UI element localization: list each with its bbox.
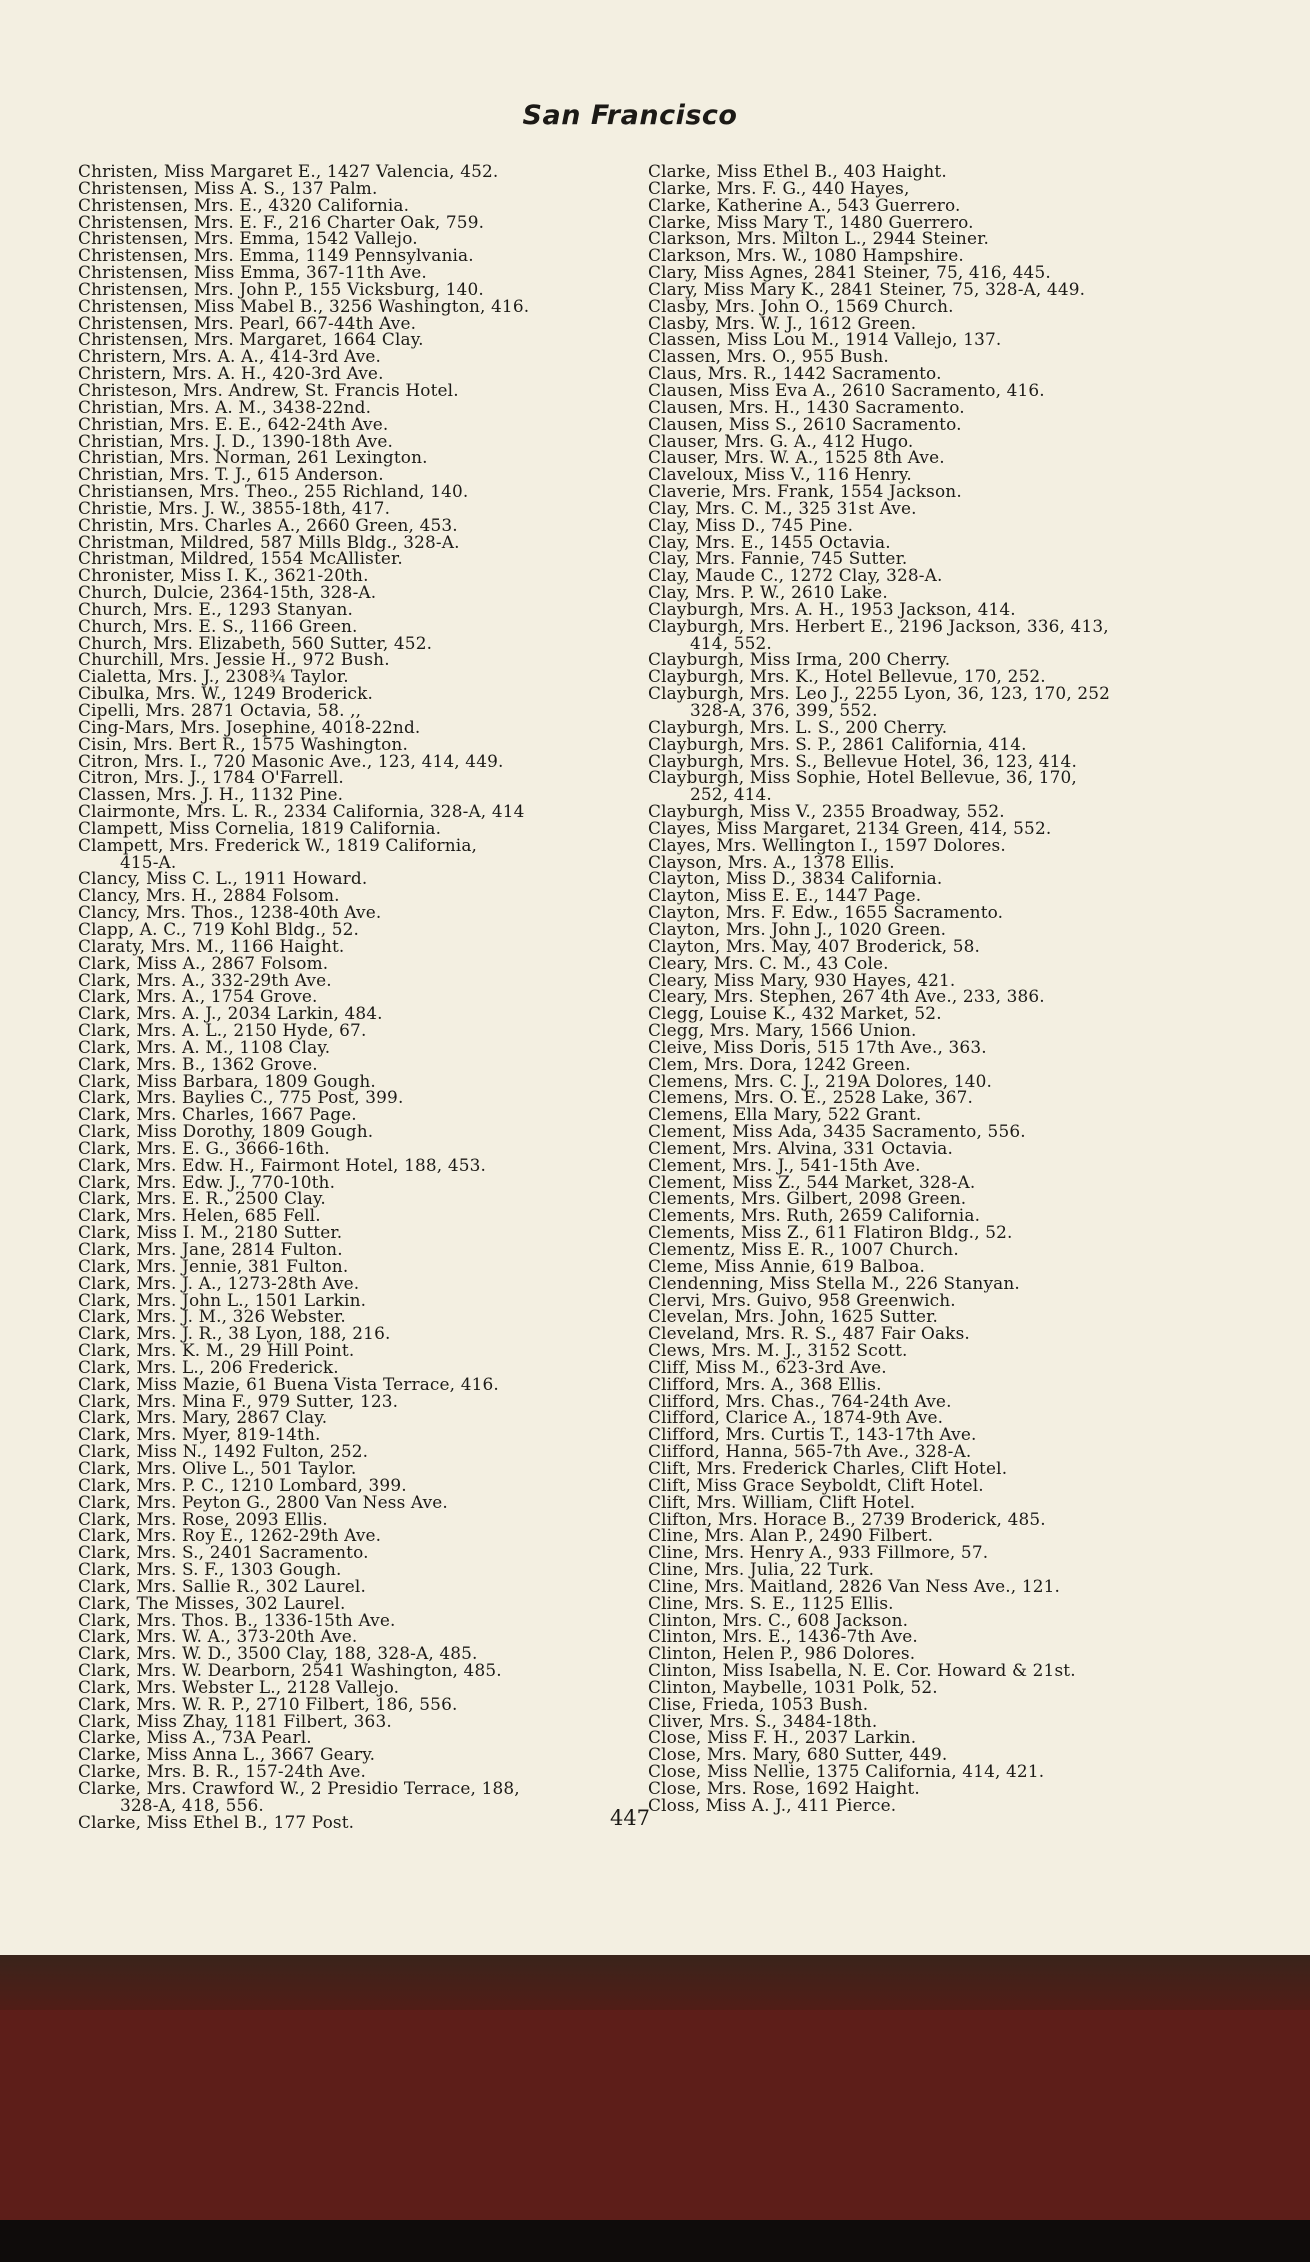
directory-entry: Clayton, Miss E. E., 1447 Page. xyxy=(648,885,922,906)
directory-entry: Cleive, Miss Doris, 515 17th Ave., 363. xyxy=(648,1036,987,1057)
directory-entry: Clinton, Mrs. E., 1436-7th Ave. xyxy=(648,1626,918,1647)
directory-entry: Clark, Miss Barbara, 1809 Gough. xyxy=(78,1070,376,1091)
directory-entry: Close, Mrs. Rose, 1692 Haight. xyxy=(648,1778,920,1798)
directory-entry: Clark, Mrs. W. D., 3500 Clay, 188, 328-A, 485. xyxy=(78,1643,478,1664)
directory-entry: Clay, Mrs. C. M., 325 31st Ave. xyxy=(648,497,917,518)
directory-entry: Clark, Mrs. J. A., 1273-28th Ave. xyxy=(78,1272,360,1293)
directory-entry: Christman, Mildred, 1554 McAllister. xyxy=(78,548,403,569)
directory-entry: Clark, Mrs. Baylies C., 775 Post, 399. xyxy=(78,1087,404,1108)
directory-entry: Clarke, Miss Ethel B., 403 Haight. xyxy=(648,161,947,181)
directory-entry: Cline, Mrs. Julia, 22 Turk. xyxy=(648,1559,875,1580)
directory-entry: Clarke, Katherine A., 543 Guerrero. xyxy=(648,194,961,215)
directory-entry: Clarke, Mrs. F. G., 440 Hayes, xyxy=(648,177,910,198)
directory-entry: Clark, Mrs. Thos. B., 1336-15th Ave. xyxy=(78,1609,396,1630)
directory-entry: Christian, Mrs. J. D., 1390-18th Ave. xyxy=(78,430,394,451)
directory-entry: Christin, Mrs. Charles A., 2660 Green, 453. xyxy=(78,514,458,535)
directory-entry: Clement, Mrs. Alvina, 331 Octavia. xyxy=(648,1137,953,1158)
directory-entry: Christman, Mildred, 587 Mills Bldg., 328-A. xyxy=(78,531,460,552)
directory-entry: Clark, Mrs. Roy E., 1262-29th Ave. xyxy=(78,1525,382,1546)
directory-entry: Cleveland, Mrs. R. S., 487 Fair Oaks. xyxy=(648,1323,970,1344)
directory-entry: Clampett, Miss Cornelia, 1819 California. xyxy=(78,817,442,838)
directory-entry: Clark, Mrs. L., 206 Frederick. xyxy=(78,1356,339,1377)
directory-entry: Clarke, Mrs. B. R., 157-24th Ave. xyxy=(78,1761,367,1782)
directory-entry: Claus, Mrs. R., 1442 Sacramento. xyxy=(648,363,942,384)
directory-entry: Church, Mrs. Elizabeth, 560 Sutter, 452. xyxy=(78,632,433,653)
directory-entry: Christian, Mrs. E. E., 642-24th Ave. xyxy=(78,413,389,434)
directory-entry: Clark, Mrs. A. J., 2034 Larkin, 484. xyxy=(78,1003,383,1024)
directory-entry: Clemens, Mrs. C. J., 219A Dolores, 140. xyxy=(648,1070,993,1091)
directory-entry: Clark, Mrs. W. R. P., 2710 Filbert, 186, 556. xyxy=(78,1693,458,1714)
directory-entry: Clarke, Miss Anna L., 3667 Geary. xyxy=(78,1744,376,1765)
directory-entry: Clise, Frieda, 1053 Bush. xyxy=(648,1693,869,1714)
directory-entry: Cleary, Mrs. Stephen, 267 4th Ave., 233, 386. xyxy=(648,986,1045,1007)
directory-entry: Clement, Miss Ada, 3435 Sacramento, 556. xyxy=(648,1121,1026,1142)
directory-entry: Clervi, Mrs. Guivo, 958 Greenwich. xyxy=(648,1289,956,1310)
directory-entry: Clark, Mrs. S. F., 1303 Gough. xyxy=(78,1559,342,1580)
directory-entry: Clark, Mrs. A., 1754 Grove. xyxy=(78,986,318,1007)
directory-entry: Clarke, Miss Mary T., 1480 Guerrero. xyxy=(648,211,974,232)
directory-entry: Clinton, Maybelle, 1031 Polk, 52. xyxy=(648,1676,938,1697)
directory-entry: Clancy, Mrs. Thos., 1238-40th Ave. xyxy=(78,902,382,923)
scan-border xyxy=(0,2220,1310,2262)
directory-entry: Clayes, Miss Margaret, 2134 Green, 414, 552. xyxy=(648,817,1052,838)
directory-entry: Clift, Mrs. William, Clift Hotel. xyxy=(648,1491,916,1512)
directory-entry: Christian, Mrs. Norman, 261 Lexington. xyxy=(78,447,428,468)
directory-entry: Classen, Miss Lou M., 1914 Vallejo, 137. xyxy=(648,329,1002,350)
directory-entry: Cleary, Mrs. C. M., 43 Cole. xyxy=(648,952,889,973)
directory-entry: Clark, The Misses, 302 Laurel. xyxy=(78,1592,346,1613)
directory-entry: Clark, Mrs. J. M., 326 Webster. xyxy=(78,1306,346,1327)
page-number: 447 xyxy=(609,1806,651,1830)
directory-entry: Clark, Mrs. Olive L., 501 Taylor. xyxy=(78,1457,357,1478)
directory-entry: Christensen, Miss Mabel B., 3256 Washington, 416. xyxy=(78,295,530,316)
directory-entry: Christian, Mrs. A. M., 3438-22nd. xyxy=(78,396,372,417)
directory-entry: Clark, Mrs. Webster L., 2128 Vallejo. xyxy=(78,1676,400,1697)
directory-entry: Christensen, Mrs. Margaret, 1664 Clay. xyxy=(78,329,424,350)
directory-entry: Clark, Mrs. K. M., 29 Hill Point. xyxy=(78,1340,355,1361)
directory-entry: Citron, Mrs. I., 720 Masonic Ave., 123, 414, 449. xyxy=(78,750,504,771)
directory-entry: Clark, Mrs. Sallie R., 302 Laurel. xyxy=(78,1575,366,1596)
directory-entry: Clark, Miss N., 1492 Fulton, 252. xyxy=(78,1441,369,1462)
directory-entry: Cibulka, Mrs. W., 1249 Broderick. xyxy=(78,683,374,704)
directory-entry: Christensen, Mrs. John P., 155 Vicksburg, 140. xyxy=(78,278,484,299)
directory-entry: Clayburgh, Mrs. Leo J., 2255 Lyon, 36, 123, 170, 252 xyxy=(648,683,1111,704)
directory-entry: Close, Miss F. H., 2037 Larkin. xyxy=(648,1727,917,1748)
directory-entry: Clairmonte, Mrs. L. R., 2334 California, 328-A, 414 xyxy=(78,801,525,822)
directory-entry: Clark, Mrs. John L., 1501 Larkin. xyxy=(78,1289,367,1310)
directory-entry: Clampett, Mrs. Frederick W., 1819 California, xyxy=(78,834,478,855)
directory-entry: Clegg, Mrs. Mary, 1566 Union. xyxy=(648,1020,917,1041)
directory-entry: Clevelan, Mrs. John, 1625 Sutter. xyxy=(648,1306,939,1327)
directory-entry: Clay, Miss D., 745 Pine. xyxy=(648,514,854,535)
directory-entry: Cline, Mrs. S. E., 1125 Ellis. xyxy=(648,1592,894,1613)
directory-entry: Clark, Miss A., 2867 Folsom. xyxy=(78,952,329,973)
directory-entry: Clayburgh, Mrs. A. H., 1953 Jackson, 414. xyxy=(648,598,1016,619)
directory-entry: Clinton, Mrs. C., 608 Jackson. xyxy=(648,1609,909,1630)
directory-entry: Christern, Mrs. A. H., 420-3rd Ave. xyxy=(78,363,384,384)
directory-entry: Clayes, Mrs. Wellington I., 1597 Dolores. xyxy=(648,834,1006,855)
directory-entry: Clement, Miss Z., 544 Market, 328-A. xyxy=(648,1171,976,1192)
directory-entry: Clasby, Mrs. W. J., 1612 Green. xyxy=(648,312,917,333)
directory-entry: Christensen, Mrs. Pearl, 667-44th Ave. xyxy=(78,312,417,333)
directory-entry: Clayburgh, Mrs. L. S., 200 Cherry. xyxy=(648,716,948,737)
directory-entry: Clifford, Mrs. Chas., 764-24th Ave. xyxy=(648,1390,952,1411)
directory-entry: Clayburgh, Mrs. S. P., 2861 California, 414. xyxy=(648,733,1027,754)
directory-entry: Clayburgh, Miss Irma, 200 Cherry. xyxy=(648,649,951,670)
directory-entry: Clift, Miss Grace Seyboldt, Clift Hotel. xyxy=(648,1474,984,1495)
directory-entry: Clary, Miss Agnes, 2841 Steiner, 75, 416, 445. xyxy=(648,262,1051,283)
directory-entry: Clarkson, Mrs. Milton L., 2944 Steiner. xyxy=(648,228,989,249)
directory-entry: Clark, Mrs. Rose, 2093 Ellis. xyxy=(78,1508,328,1529)
directory-entry: Clifton, Mrs. Horace B., 2739 Broderick, 485. xyxy=(648,1508,1046,1529)
directory-entry: Christensen, Mrs. Emma, 1149 Pennsylvania. xyxy=(78,245,474,266)
directory-entry: Christensen, Miss Emma, 367-11th Ave. xyxy=(78,262,427,283)
directory-entry: Clarke, Miss A., 73A Pearl. xyxy=(78,1727,312,1748)
directory-entry: 328-A, 376, 399, 552. xyxy=(690,700,878,720)
directory-entry: 414, 552. xyxy=(690,632,772,653)
directory-entry: Clancy, Mrs. H., 2884 Folsom. xyxy=(78,885,340,906)
directory-entry: Closs, Miss A. J., 411 Pierce. xyxy=(648,1794,897,1815)
directory-entry: Clegg, Louise K., 432 Market, 52. xyxy=(648,1003,942,1024)
directory-entry: Clasby, Mrs. John O., 1569 Church. xyxy=(648,295,954,316)
directory-entry: Clark, Mrs. J. R., 38 Lyon, 188, 216. xyxy=(78,1323,391,1344)
directory-entry: Clay, Maude C., 1272 Clay, 328-A. xyxy=(648,565,943,586)
directory-entry: Classen, Mrs. J. H., 1132 Pine. xyxy=(78,784,344,805)
directory-entry: Clements, Miss Z., 611 Flatiron Bldg., 52. xyxy=(648,1222,1013,1243)
directory-entry: Clinton, Helen P., 986 Dolores. xyxy=(648,1643,916,1664)
directory-entry: Clark, Mrs. Jennie, 381 Fulton. xyxy=(78,1255,349,1276)
directory-entry: Clauser, Mrs. W. A., 1525 8th Ave. xyxy=(648,447,945,468)
directory-entry: Church, Mrs. E. S., 1166 Green. xyxy=(78,615,358,636)
directory-entry: Clark, Mrs. E. R., 2500 Clay. xyxy=(78,1188,326,1209)
directory-entry: 252, 414. xyxy=(690,784,772,805)
directory-entry: Christern, Mrs. A. A., 414-3rd Ave. xyxy=(78,346,382,367)
directory-entry: Clark, Mrs. Edw. J., 770-10th. xyxy=(78,1171,336,1192)
directory-entry: Clark, Mrs. Mary, 2867 Clay. xyxy=(78,1407,328,1428)
right-column xyxy=(648,163,1243,1814)
directory-entry: Classen, Mrs. O., 955 Bush. xyxy=(648,346,889,367)
directory-entry: Church, Mrs. E., 1293 Stanyan. xyxy=(78,598,354,619)
directory-entry: Clark, Mrs. Charles, 1667 Page. xyxy=(78,1104,357,1125)
directory-entry: Clark, Mrs. W. Dearborn, 2541 Washington, 485. xyxy=(78,1660,502,1681)
directory-entry: Clark, Mrs. W. A., 373-20th Ave. xyxy=(78,1626,358,1647)
directory-entry: Clayson, Mrs. A., 1378 Ellis. xyxy=(648,851,895,872)
directory-entry: Clemens, Mrs. O. E., 2528 Lake, 367. xyxy=(648,1087,974,1108)
directory-entry: Close, Miss Nellie, 1375 California, 414, 421. xyxy=(648,1761,1045,1782)
directory-entry: Cisin, Mrs. Bert R., 1575 Washington. xyxy=(78,733,408,754)
directory-entry: Clifford, Hanna, 565-7th Ave., 328-A. xyxy=(648,1441,972,1462)
directory-entry: Churchill, Mrs. Jessie H., 972 Bush. xyxy=(78,649,390,670)
directory-entry: Clinton, Miss Isabella, N. E. Cor. Howard & 21st. xyxy=(648,1660,1076,1681)
directory-entry: Clark, Mrs. A. M., 1108 Clay. xyxy=(78,1036,331,1057)
directory-entry: Christie, Mrs. J. W., 3855-18th, 417. xyxy=(78,497,391,518)
directory-entry: Clarke, Mrs. Crawford W., 2 Presidio Terrace, 188, xyxy=(78,1778,520,1798)
directory-entry: Clayton, Mrs. May, 407 Broderick, 58. xyxy=(648,935,981,956)
page-title: San Francisco xyxy=(522,100,738,131)
directory-entry: Clark, Mrs. Myer, 819-14th. xyxy=(78,1424,321,1445)
directory-entry: Clay, Mrs. P. W., 2610 Lake. xyxy=(648,582,888,603)
directory-entry: Cipelli, Mrs. 2871 Octavia, 58. ,, xyxy=(78,700,362,720)
directory-entry: Cline, Mrs. Maitland, 2826 Van Ness Ave., 121. xyxy=(648,1575,1061,1596)
directory-entry: Christensen, Mrs. E., 4320 California. xyxy=(78,194,410,215)
book-cover xyxy=(0,2010,1310,2220)
directory-entry: Cialetta, Mrs. J., 2308¾ Taylor. xyxy=(78,666,349,687)
directory-entry: Clay, Mrs. E., 1455 Octavia. xyxy=(648,531,891,552)
directory-entry: Clancy, Miss C. L., 1911 Howard. xyxy=(78,868,368,889)
directory-entry: Clifford, Mrs. Curtis T., 143-17th Ave. xyxy=(648,1424,977,1445)
directory-entry: Citron, Mrs. J., 1784 O'Farrell. xyxy=(78,767,344,788)
directory-entry: Clay, Mrs. Fannie, 745 Sutter. xyxy=(648,548,908,569)
directory-entry: Clements, Mrs. Ruth, 2659 California. xyxy=(648,1205,981,1226)
directory-entry: Clark, Mrs. P. C., 1210 Lombard, 399. xyxy=(78,1474,407,1495)
directory-entry: Clark, Mrs. Jane, 2814 Fulton. xyxy=(78,1239,343,1259)
directory-entry: Christensen, Miss A. S., 137 Palm. xyxy=(78,177,378,198)
directory-entry: Clark, Mrs. A., 332-29th Ave. xyxy=(78,969,332,990)
directory-entry: Clausen, Mrs. H., 1430 Sacramento. xyxy=(648,396,965,417)
directory-entry: Clews, Mrs. M. J., 3152 Scott. xyxy=(648,1340,908,1361)
directory-entry: Clark, Miss Mazie, 61 Buena Vista Terrace, 416. xyxy=(78,1373,499,1394)
directory-entry: 415-A. xyxy=(120,851,177,872)
binding-edge xyxy=(0,1955,1310,2015)
directory-entry: Christensen, Mrs. Emma, 1542 Vallejo. xyxy=(78,228,418,249)
directory-entry: Clark, Mrs. S., 2401 Sacramento. xyxy=(78,1542,369,1563)
directory-entry: Clark, Miss I. M., 2180 Sutter. xyxy=(78,1222,343,1243)
directory-entry: Clark, Mrs. A. L., 2150 Hyde, 67. xyxy=(78,1020,367,1041)
directory-entry: Clark, Mrs. E. G., 3666-16th. xyxy=(78,1137,330,1158)
directory-entry: Clemens, Ella Mary, 522 Grant. xyxy=(648,1104,922,1125)
directory-entry: Clayburgh, Mrs. Herbert E., 2196 Jackson, 336, 413, xyxy=(648,615,1109,636)
directory-entry: Claraty, Mrs. M., 1166 Haight. xyxy=(78,935,345,956)
directory-entry: Cliver, Mrs. S., 3484-18th. xyxy=(648,1710,878,1731)
directory-entry: Christeson, Mrs. Andrew, St. Francis Hotel. xyxy=(78,379,459,400)
directory-entry: Clifford, Mrs. A., 368 Ellis. xyxy=(648,1373,882,1394)
directory-entry: Cleary, Miss Mary, 930 Hayes, 421. xyxy=(648,969,956,990)
directory-entry: Clausen, Miss S., 2610 Sacramento. xyxy=(648,413,962,434)
directory-entry: Clark, Mrs. Helen, 685 Fell. xyxy=(78,1205,321,1226)
directory-entry: Chronister, Miss I. K., 3621-20th. xyxy=(78,565,369,586)
left-column xyxy=(78,163,638,1831)
directory-entry: Clayburgh, Mrs. S., Bellevue Hotel, 36, 123, 414. xyxy=(648,750,1077,771)
directory-entry: Cing-Mars, Mrs. Josephine, 4018-22nd. xyxy=(78,716,421,737)
directory-entry: Clayburgh, Mrs. K., Hotel Bellevue, 170, 252. xyxy=(648,666,1046,687)
directory-entry: Cliff, Miss M., 623-3rd Ave. xyxy=(648,1356,887,1377)
directory-entry: Christen, Miss Margaret E., 1427 Valencia, 452. xyxy=(78,161,499,181)
directory-entry: Clarkson, Mrs. W., 1080 Hampshire. xyxy=(648,245,964,266)
directory-entry: Clark, Mrs. B., 1362 Grove. xyxy=(78,1053,318,1074)
directory-entry: Cline, Mrs. Alan P., 2490 Filbert. xyxy=(648,1525,934,1546)
directory-entry: Clary, Miss Mary K., 2841 Steiner, 75, 328-A, 449. xyxy=(648,278,1086,299)
directory-entry: Clendenning, Miss Stella M., 226 Stanyan. xyxy=(648,1272,1020,1293)
directory-entry: Cline, Mrs. Henry A., 933 Fillmore, 57. xyxy=(648,1542,989,1563)
directory-entry: Clausen, Miss Eva A., 2610 Sacramento, 416. xyxy=(648,379,1045,400)
directory-entry: Clayburgh, Miss V., 2355 Broadway, 552. xyxy=(648,801,1005,822)
directory-entry: Clayton, Mrs. John J., 1020 Green. xyxy=(648,918,947,939)
directory-entry: Cleme, Miss Annie, 619 Balboa. xyxy=(648,1255,925,1276)
directory-entry: Clark, Miss Dorothy, 1809 Gough. xyxy=(78,1121,374,1142)
directory-entry: Clayburgh, Miss Sophie, Hotel Bellevue, 36, 170, xyxy=(648,767,1077,788)
directory-entry: Clark, Mrs. Peyton G., 2800 Van Ness Ave. xyxy=(78,1491,448,1512)
directory-entry: Clayton, Miss D., 3834 California. xyxy=(648,868,943,889)
directory-entry: 328-A, 418, 556. xyxy=(120,1794,264,1815)
directory-entry: Clauser, Mrs. G. A., 412 Hugo. xyxy=(648,430,914,451)
directory-entry: Christian, Mrs. T. J., 615 Anderson. xyxy=(78,464,384,485)
directory-entry: Clarke, Miss Ethel B., 177 Post. xyxy=(78,1811,355,1832)
directory-entry: Clayton, Mrs. F. Edw., 1655 Sacramento. xyxy=(648,902,1004,923)
directory-entry: Clem, Mrs. Dora, 1242 Green. xyxy=(648,1053,911,1074)
directory-entry: Clark, Mrs. Edw. H., Fairmont Hotel, 188, 453. xyxy=(78,1154,487,1175)
directory-entry: Christiansen, Mrs. Theo., 255 Richland, 140. xyxy=(78,481,469,502)
directory-entry: Clementz, Miss E. R., 1007 Church. xyxy=(648,1239,959,1259)
directory-entry: Claveloux, Miss V., 116 Henry. xyxy=(648,464,912,485)
directory-entry: Clements, Mrs. Gilbert, 2098 Green. xyxy=(648,1188,967,1209)
directory-entry: Clark, Mrs. Mina F., 979 Sutter, 123. xyxy=(78,1390,399,1411)
directory-entry: Clifford, Clarice A., 1874-9th Ave. xyxy=(648,1407,944,1428)
directory-entry: Clapp, A. C., 719 Kohl Bldg., 52. xyxy=(78,918,360,939)
directory-entry: Clement, Mrs. J., 541-15th Ave. xyxy=(648,1154,921,1175)
directory-entry: Clift, Mrs. Frederick Charles, Clift Hotel. xyxy=(648,1457,1008,1478)
directory-entry: Close, Mrs. Mary, 680 Sutter, 449. xyxy=(648,1744,948,1765)
directory-entry: Clark, Miss Zhay, 1181 Filbert, 363. xyxy=(78,1710,392,1731)
directory-entry: Christensen, Mrs. E. F., 216 Charter Oak, 759. xyxy=(78,211,485,232)
directory-entry: Claverie, Mrs. Frank, 1554 Jackson. xyxy=(648,481,962,502)
directory-entry: Church, Dulcie, 2364-15th, 328-A. xyxy=(78,582,377,603)
